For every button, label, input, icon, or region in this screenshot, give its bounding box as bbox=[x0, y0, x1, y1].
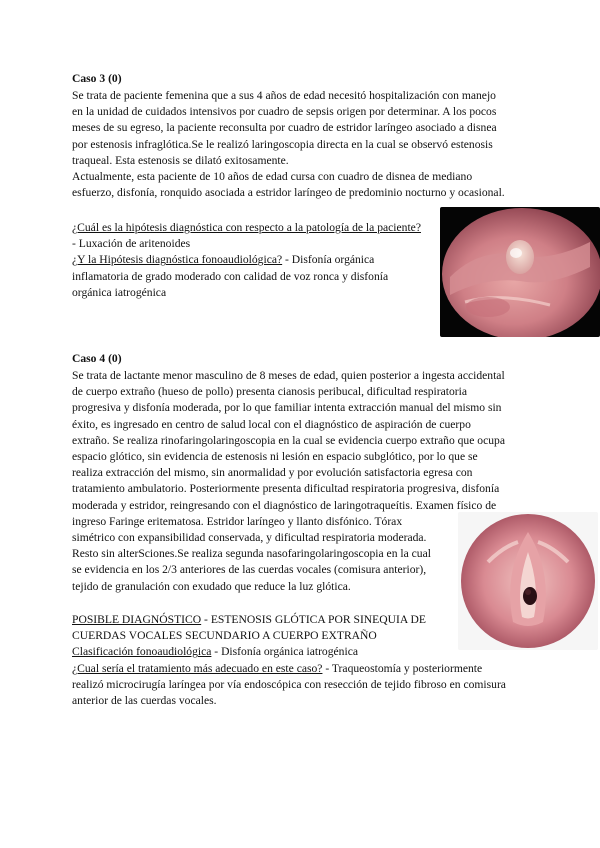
classification-label: Clasificación fonoaudiológica bbox=[72, 645, 212, 659]
case3-body bbox=[72, 88, 600, 201]
case4-line: éxito, es ingresado en centro de salud local con el diagnóstico de aspiración de cuerpo bbox=[72, 417, 471, 431]
case4-line: simétrico con expansibilidad conservada, y dificultad respiratoria moderada. bbox=[72, 531, 427, 545]
case4-line: se evidencia en los 2/3 anteriores de las cuerdas vocales (comisura anterior), bbox=[72, 563, 427, 577]
case4-line: extraño. Se realiza rinofaringolaringoscopia en la cual se evidencia cuerpo extraño que ocupa bbox=[72, 433, 505, 447]
case4-title: Caso 4 (0) bbox=[72, 352, 122, 365]
laryngoscopy-image-case4 bbox=[458, 512, 598, 650]
case3-title: Caso 3 (0) bbox=[72, 72, 122, 85]
case3-section bbox=[72, 71, 452, 87]
diagnosis-text: - ESTENOSIS GLÓTICA POR SINEQUIA DE bbox=[201, 613, 426, 626]
case4-line: espacio glótico, sin evidencia de estenosis ni lesión en espacio subglótico, por lo que se bbox=[72, 450, 478, 464]
treatment-answer: - Traqueostomía y posteriormente bbox=[322, 662, 483, 675]
case3-question-1: ¿Cuál es la hipótesis diagnóstica con respecto a la patología de la paciente? bbox=[72, 221, 421, 234]
case3-line: en la unidad de cuidados intensivos por cuadro de sepsis origen por determinar. A los pocos bbox=[72, 105, 497, 119]
case3-answer-2-line: orgánica iatrogénica bbox=[72, 285, 167, 299]
case4-diagnosis bbox=[72, 612, 462, 661]
case3-question-2: ¿Y la Hipótesis diagnóstica fonoaudiológica? bbox=[72, 253, 283, 267]
case4-line: progresiva y disfonía moderada, por lo que familiar intenta extracción manual del mismo sin bbox=[72, 401, 502, 415]
case4-line: Se trata de lactante menor masculino de 8 meses de edad, quien posterior a ingesta accidental bbox=[72, 369, 505, 382]
laryngoscopy-image-case3 bbox=[440, 207, 600, 337]
case4-line: Resto sin alterSciones.Se realiza segunda nasofaringolaringoscopia en la cual bbox=[72, 547, 431, 561]
case3-answer-2-line: inflamatoria de grado moderado con calidad de voz ronca y disfonía bbox=[72, 269, 389, 283]
case4-line: realiza extracción del mismo, sin anormalidad y por evolución satisfactoria egresa con bbox=[72, 466, 473, 480]
diagnosis-text: CUERDAS VOCALES SECUNDARIO A CUERPO EXTRAÑO bbox=[72, 629, 377, 643]
treatment-question: ¿Cual sería el tratamiento más adecuado en este caso? bbox=[72, 662, 323, 675]
case3-line: Se trata de paciente femenina que a sus 4 años de edad necesitó hospitalización con manejo bbox=[72, 89, 496, 102]
case3-line: esfuerzo, disfonía, ronquido asociada a estridor laríngeo de predominio nocturno y ocasional. bbox=[72, 186, 505, 200]
diagnosis-label: POSIBLE DIAGNÓSTICO bbox=[72, 613, 202, 626]
case3-line: meses de su egreso, la paciente reconsulta por cuadro de estridor laríngeo asociado a disnea bbox=[72, 121, 497, 135]
case4-treatment bbox=[72, 661, 600, 710]
case3-line: Actualmente, esta paciente de 10 años de edad cursa con cuadro de disnea de mediano bbox=[72, 170, 473, 184]
treatment-answer: anterior de las cuerdas vocales. bbox=[72, 694, 217, 708]
case4-line: de cuerpo extraño (hueso de pollo) presenta cianosis peribucal, dificultad respiratoria bbox=[72, 385, 468, 399]
case4-line: tratamiento ambulatorio. Posteriormente presenta dificultad respiratoria progresiva, disfonía bbox=[72, 482, 500, 496]
case4-line: moderada y estridor, reingresando con el diagnóstico de laringotraqueítis. Examen físico de bbox=[72, 498, 497, 512]
case4-line: tejido de granulación con exudado que reduce la luz glótica. bbox=[72, 579, 351, 593]
case3-questions bbox=[72, 220, 442, 301]
case3-line: por estenosis infraglótica.Se le realizó laringoscopia directa en la cual se observó estenosis bbox=[72, 137, 493, 151]
classification-text: - Disfonía orgánica iatrogénica bbox=[211, 645, 358, 659]
case3-answer-2-line: - Disfonía orgánica bbox=[282, 253, 375, 267]
case4-line: ingreso Faringe eritematosa. Estridor laríngeo y llanto disfónico. Tórax bbox=[72, 514, 403, 528]
case3-line: traqueal. Esta estenosis se dilató exitosamente. bbox=[72, 153, 289, 167]
case3-answer-1: - Luxación de aritenoides bbox=[72, 237, 191, 251]
case4-section bbox=[72, 351, 452, 367]
treatment-answer: realizó microcirugía laríngea por vía endoscópica con resección de tejido fibroso en comisura bbox=[72, 678, 506, 692]
